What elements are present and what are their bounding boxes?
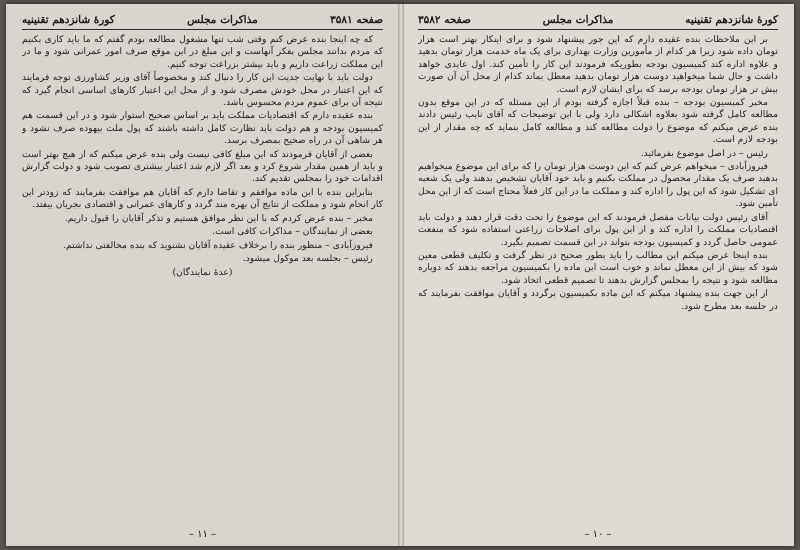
paragraph: مخبر کمیسیون بودجه – بنده قبلاً اجازه گرفته بودم از این مسئله که در این موقع بدون مطالعه کامل گرفته شود بعلاوه اشکالی دارد ولی با این توضیحات که آقای نایب رئیس دادند بنده عرض میکنم که موضوع را دولت مطالعه کند و مطالعه کامل بنماید که چه مقدار از این بودجه لازم است. [418, 97, 778, 146]
closing-note: (عدۀ نمایندگان) [172, 267, 233, 279]
paragraph: بعضی از نمایندگان – مذاکرات کافی است. [212, 226, 373, 238]
paragraph: رئیس – بجلسه بعد موکول میشود. [242, 252, 373, 264]
left-page [6, 4, 400, 546]
paragraph: مخبر – بنده عرض کردم که با این نظر موافق هستیم و تذکر آقایان را قبول داریم. [64, 212, 373, 224]
paragraph: بنده اینجا عرض میکنم این مطالب را باید بطور صحیح در نظر گرفت و تکلیف قطعی معین شود که بیش از این معطل نماند و خوب است این ماده را بکمیسیون مراجعه بدهند که دوباره مطالعه شود و نتیجه را بمجلس گزارش بدهند تا تصمیم قطعی اتخاذ شود. [418, 249, 778, 286]
paragraph: از این جهت بنده پیشنهاد میکنم که این ماده بکمیسیون برگردد و آقایان موافقت بفرمایند که در جلسه بعد مطرح شود. [418, 288, 778, 312]
paragraph: رئیس – در اصل موضوع بفرمائید. [640, 147, 768, 159]
paragraph: آقای رئیس دولت بیانات مفصل فرمودند که این موضوع را تحت دقت قرار دهند و دولت باید اقتصادیات مملکت را اداره کند و از این پول برای اصلاحات زراعتی استفاده شود که منفعت عمومی حاصل گردد و کمیسیون بودجه بتواند در این قسمت تصمیم بگیرد. [418, 211, 778, 248]
paragraph: فیروزآبادی – میخواهم عرض کنم که این دوست هزار تومان را که برای این موضوع میخواهیم بدهید صرف یک مقدار محصول در مملکت بکنیم و باید خود آقایان تشخیص بدهند ولی یک شعبه ای تشکیل شود که این پول را اداره کند و مملکت ما در این کار فعلاً محتاج است که از این محل تأمین شود. [418, 161, 778, 210]
page-body [22, 34, 383, 516]
page-label: صفحه ۳۵۸۱ [330, 14, 383, 26]
page-label: صفحه ۳۵۸۲ [418, 14, 471, 26]
paragraph: بنده عقیده دارم که اقتصادیات مملکت باید بر اساس صحیح استوار شود و در این قسمت هم کمیسیون بودجه و هم دولت باید نظارت کامل داشته باشند که پول ملت بیهوده صرف نشود و هر شاهی آن در راه صحیح بمصرف برسد. [22, 110, 383, 147]
header-title: مذاکرات مجلس [542, 14, 614, 26]
page-number: – ۱۰ – [584, 529, 612, 540]
paragraph: دولت باید با نهایت جدیت این کار را دنبال کند و مخصوصاً آقای وزیر کشاورزی توجه فرمایند که این اعتبار در محل خودش مصرف شود و از محل این اعتبار کارهای اساسی انجام گیرد که نتیجه آن برای عموم مردم محسوس باشد. [22, 72, 383, 109]
journal-name: کورۀ شانزدهم تقنینیه [22, 14, 115, 26]
book-gutter [398, 4, 404, 546]
paragraph: بر این ملاحظات بنده عقیده دارم که این جور پیشنهاد شود و برای اینکار بهتر است هزار تومان داده شود زیرا هر کدام از مأمورین وزارت بهداری برای یک ماه خدمت هزار تومان بدهید و علاوه اداره کند کمیسیون بودجه بطوریکه فرمودند این کار را تأمین کند. اول عایدی خواهد داشت و حال شما میخواهید دوست هزار تومان بدهید معطل بماند کدام از محل آن آن صورت بیش تر هزار تومان بودجه برسد که برای ایشان لازم است. [418, 34, 778, 95]
journal-name: کورۀ شانزدهم تقنینیه [685, 14, 778, 26]
header-title: مذاکرات مجلس [187, 14, 258, 26]
paragraph: بعضی از آقایان فرمودند که این مبلغ کافی نیست ولی بنده عرض میکنم که از هیچ بهتر است و باید از همین مقدار شروع کرد و بعد اگر لازم شد اعتبار بیشتری تصویب شود و دولت گزارش اقدامات خود را بمجلس تقدیم کند. [22, 148, 383, 185]
paragraph: بنابراین بنده با این ماده موافقم و تقاضا دارم که آقایان هم موافقت بفرمایند که زودتر این کار انجام شود و مملکت از نتایج آن بهره مند گردد و کارهای عمرانی و اقتصادی بجریان بیفتد. [22, 186, 383, 211]
paragraph: فیروزآبادی – منظور بنده را برخلاف عقیده آقایان نشنوید که بنده مخالفتی نداشتم. [63, 239, 373, 251]
page-header [418, 14, 778, 30]
page-body [418, 34, 778, 516]
page-header [22, 14, 383, 30]
right-page [400, 4, 794, 546]
paragraph: که چه اینجا بنده عرض کنم وقتی شب تنها مشغول مطالعه بودم گفتم که ما باید کاری بکنیم که مردم بدانند مجلس بفکر آنهاست و این مبلغ در این موقع صرف امور عمرانی شود و ما در این مملکت زراعت داریم و باید بیشتر بزراعت توجه کنیم. [22, 34, 383, 70]
page-number: – ۱۱ – [188, 529, 217, 540]
